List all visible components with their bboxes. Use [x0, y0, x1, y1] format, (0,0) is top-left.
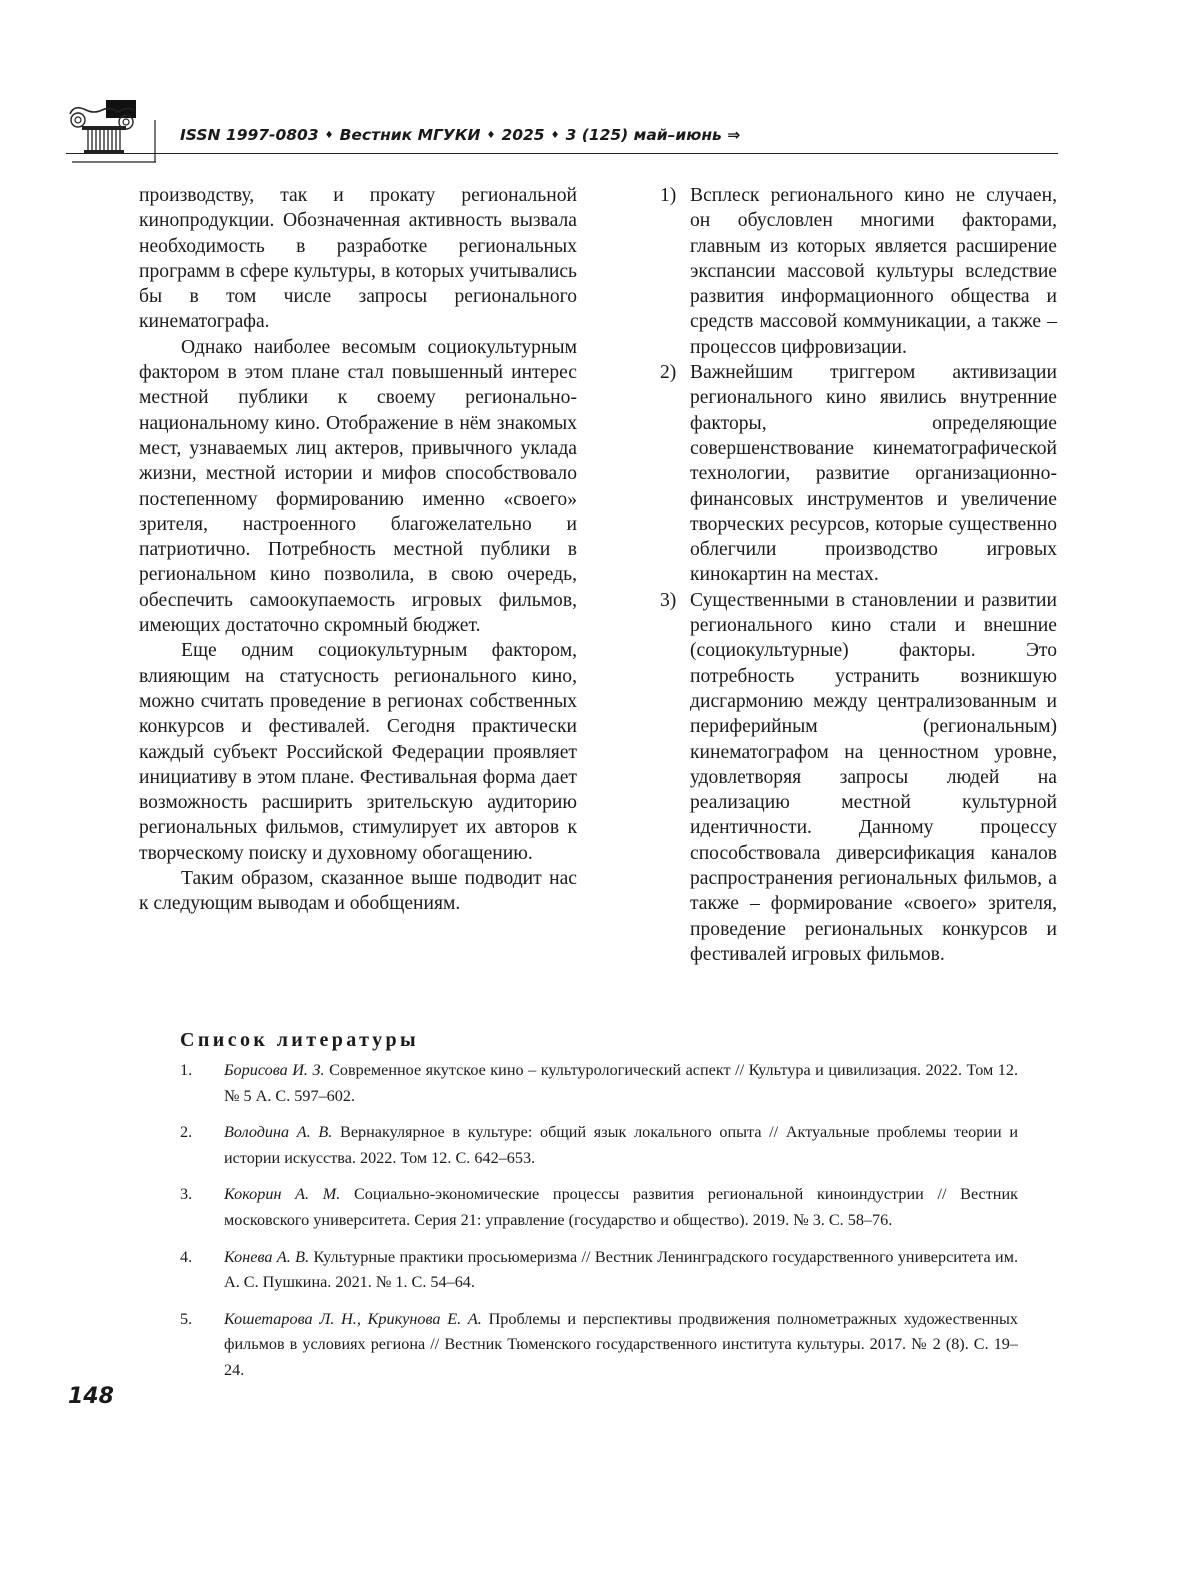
- paragraph: Таким образом, сказанное выше подводит нас к следующим выводам и обобщениям.: [139, 868, 577, 915]
- conclusion-text: Всплеск регионального кино не случаен, он обусловлен многими факторами, главным из которых является расширение экспансии массовой культуры вследствие развития информационного общества и средств массовой коммуникации, а также – процессов цифровизации.: [690, 185, 1057, 358]
- header-journal: Вестник МГУКИ: [339, 126, 481, 144]
- right-column: [660, 183, 1057, 967]
- conclusion-item: [660, 588, 1057, 967]
- reference-body: Культурные практики просьюмеризма // Вестник Ленинградского государственного университета им. А. С. Пушкина. 2021. № 1. С. 54–64.: [224, 1247, 1018, 1292]
- journal-logo-icon: [66, 100, 156, 166]
- reference-text: [224, 1120, 1018, 1171]
- reference-number: 4.: [180, 1247, 193, 1266]
- reference-text: [224, 1245, 1018, 1296]
- reference-item: [180, 1182, 1018, 1233]
- reference-body: Социально-экономические процессы развития региональной киноиндустрии // Вестник московского университета. Серия 21: управление (государство и общество). 2019. № 3. С. 58–76.: [224, 1185, 1018, 1229]
- reference-authors: Кошетарова Л. Н., Крикунова Е. А.: [224, 1309, 482, 1328]
- conclusion-text: Существенными в становлении и развитии регионального кино стали и внешние (социокультурные) факторы. Это потребность устранить возникшую дисгармонию между централизованным и периферийным (региональным) кинематографом на ценностном уровне, удовлетворяя запросы людей на реализацию местной культурной идентичности. Данному процессу способствовала диверсификация каналов распространения региональных фильмов, а также – формирование «своего» зрителя, проведение региональных конкурсов и фестивалей игровых фильмов.: [690, 589, 1057, 965]
- reference-number: 2.: [180, 1123, 193, 1142]
- conclusion-number: 3): [660, 589, 677, 611]
- reference-item: [180, 1120, 1018, 1171]
- conclusion-text: Важнейшим триггером активизации регионального кино явились внутренние факторы, определяющие совершенствование кинематографической технологии, развитие организационно-финансовых инструментов и увеличение творческих ресурсов, которые существенно облегчили производство игровых кинокартин на местах.: [690, 362, 1057, 586]
- conclusion-item: [660, 360, 1057, 588]
- header-arrow-icon: ⇒: [727, 126, 741, 144]
- conclusion-item: [660, 183, 1057, 360]
- running-header: [180, 126, 740, 144]
- reference-number: 1.: [180, 1061, 193, 1079]
- reference-item: [180, 1058, 1018, 1109]
- reference-item: [180, 1307, 1018, 1384]
- reference-body: Проблемы и перспективы продвижения полнометражных художественных фильмов в условиях региона // Вестник Тюменского государственного института культуры. 2017. № 2 (8). С. 19–24.: [224, 1309, 1018, 1379]
- header-separator-1: ♦: [324, 130, 334, 141]
- reference-authors: Кокорин А. М.: [224, 1185, 341, 1204]
- paragraph: Еще одним социокультурным фактором, влияющим на статусность регионального кино, можно считать проведение в регионах собственных конкурсов и фестивалей. Сегодня практически каждый субъект Российской Федерации проявляет инициативу в этом плане. Фестивальная форма дает возможность расширить зрительскую аудиторию региональных фильмов, стимулирует их авторов к творческому поиску и духовному обогащению.: [139, 640, 577, 864]
- reference-authors: Конева А. В.: [224, 1247, 310, 1266]
- reference-text: [224, 1058, 1018, 1109]
- reference-number: 3.: [180, 1185, 193, 1204]
- reference-body: Современное якутское кино – культурологический аспект // Культура и цивилизация. 2022. Том 12. № 5 А. С. 597–602.: [224, 1061, 1019, 1105]
- conclusion-number: 2): [660, 362, 677, 384]
- reference-authors: Борисова И. З.: [224, 1061, 325, 1079]
- header-separator-2: ♦: [486, 130, 496, 141]
- paragraph: Однако наиболее весомым социокультурным фактором в этом плане стал повышенный интерес местной публики к своему регионально-национальному кино. Отображение в нём знакомых мест, узнаваемых лиц актеров, привычного уклада жизни, местной истории и мифов способствовало постепенному формированию именно «своего» зрителя, настроенного благожелательно и патриотично. Потребность местной публики в региональном кино позволила, в свою очередь, обеспечить самоокупаемость игровых фильмов, имеющих достаточно скромный бюджет.: [139, 336, 577, 637]
- header-separator-3: ♦: [550, 130, 560, 141]
- page-number: 148: [68, 1384, 114, 1409]
- conclusion-number: 1): [660, 185, 677, 206]
- paragraph: производству, так и прокату региональной кинопродукции. Обозначенная активность вызвала необходимость в разработке региональных программ в сфере культуры, в которых учитывались бы в том числе запросы регионального кинематографа.: [139, 185, 577, 333]
- references-title: Список литературы: [180, 1029, 420, 1051]
- reference-text: [224, 1307, 1018, 1384]
- references-list: [180, 1058, 1018, 1395]
- left-column: [139, 183, 577, 917]
- header-year: 2025: [501, 126, 545, 144]
- header-issue: 3 (125) май–июнь: [565, 126, 722, 144]
- reference-text: [224, 1182, 1018, 1233]
- header-rule: [66, 153, 1058, 154]
- reference-item: [180, 1245, 1018, 1296]
- reference-number: 5.: [180, 1309, 193, 1328]
- header-issn: ISSN 1997-0803: [180, 126, 319, 144]
- reference-body: Вернакулярное в культуре: общий язык локального опыта // Актуальные проблемы теории и истории искусства. 2022. Том 12. С. 642–653.: [224, 1123, 1018, 1167]
- reference-authors: Володина А. В.: [224, 1123, 333, 1142]
